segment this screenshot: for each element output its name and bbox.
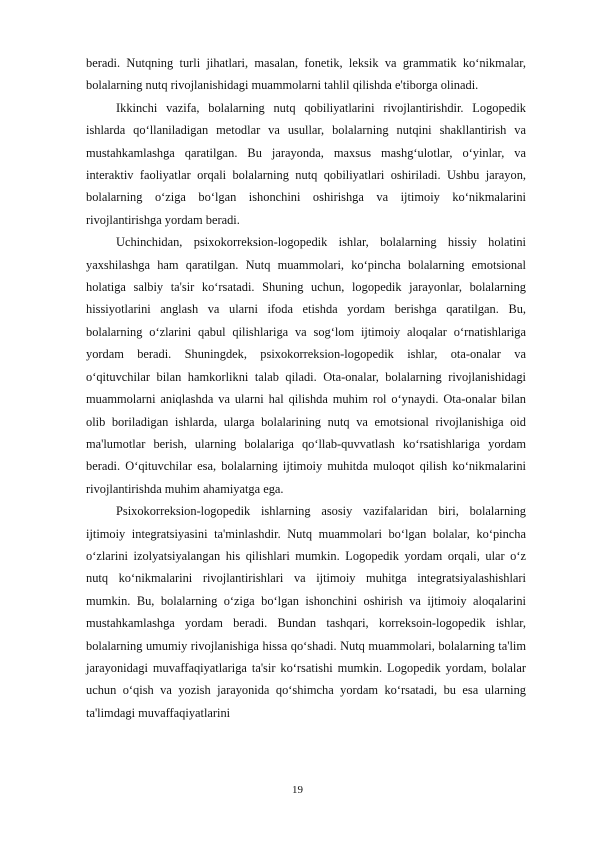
paragraph-second-task: Ikkinchi vazifa, bolalarning nutq qobiliyatlarini rivojlantirishdir. Logopedik ishlarda qo‘llaniladigan metodlar va usullar, bolalarning nutqini shakllantirish va mustahkamlashga qaratilgan. Bu jarayonda, maxsus mashg‘ulotlar, o‘yinlar, va interaktiv faoliyatlar orqali bolalarning nutq qobiliyatlari oshiriladi. Ushbu jarayon, bolalarning o‘ziga bo‘lgan ishonchini oshirishga va ijtimoiy ko‘nikmalarini rivojlantirishga yordam beradi. xyxy=(86,100,526,227)
body-text xyxy=(86,52,526,724)
page-number: 19 xyxy=(292,784,303,796)
paragraph-continuation: beradi. Nutqning turli jihatlari, masalan, fonetik, leksik va grammatik ko‘nikmalar, bolalarning nutq rivojlanishidagi muammolarni tahlil qilishda e'tiborga olinadi. xyxy=(86,56,526,93)
paragraph-third-task: Uchinchidan, psixokorreksion-logopedik ishlar, bolalarning hissiy holatini yaxshilashga ham qaratilgan. Nutq muammolari, ko‘pincha bolalarning emotsional holatiga salbiy ta'sir ko‘rsatadi. Shuning uchun, logopedik jarayonlar, bolalarning hissiyotlarini anglash va ularni ifoda etishda yordam berishga qaratilgan. Bu, bolalarning o‘zlarini qabul qilishlariga va sog‘lom ijtimoiy aloqalar o‘rnatishlariga yordam beradi. Shuningdek, psixokorreksion-logopedik ishlar, ota-onalar va o‘qituvchilar bilan hamkorlikni talab qiladi. Ota-onalar, bolalarning rivojlanishidagi muammolarni aniqlashda va ularni hal qilishda muhim rol o‘ynaydi. Ota-onalar bilan olib boriladigan ishlarda, ularga bolalarining nutq va emotsional rivojlanishiga oid ma'lumotlar berish, ularning bolalariga qo‘llab-quvvatlash ko‘rsatishlariga yordam beradi. O‘qituvchilar esa, bolalarning ijtimoiy muhitda muloqot qilish ko‘nikmalarini rivojlantirishda muhim ahamiyatga ega. xyxy=(86,235,526,496)
paragraph-social-integration: Psixokorreksion-logopedik ishlarning asosiy vazifalaridan biri, bolalarning ijtimoiy integratsiyasini ta'minlashdir. Nutq muammolari bo‘lgan bolalar, ko‘pincha o‘zlarini izolyatsiyalangan his qilishlari mumkin. Logopedik yordam orqali, ular o‘z nutq ko‘nikmalarini rivojlantirishlari va ijtimoiy muhitga integratsiyalashishlari mumkin. Bu, bolalarning o‘ziga bo‘lgan ishonchini oshirish va ijtimoiy aloqalarini mustahkamlashga yordam beradi. Bundan tashqari, korreksoin-logopedik ishlar, bolalarning umumiy rivojlanishiga hissa qo‘shadi. Nutq muammolari, bolalarning ta'lim jarayonidagi muvaffaqiyatlariga ta'sir ko‘rsatishi mumkin. Logopedik yordam, bolalar uchun o‘qish va yozish jarayonida qo‘shimcha yordam ko‘rsatadi, bu esa ularning ta'limdagi muvaffaqiyatlarini xyxy=(86,504,526,720)
